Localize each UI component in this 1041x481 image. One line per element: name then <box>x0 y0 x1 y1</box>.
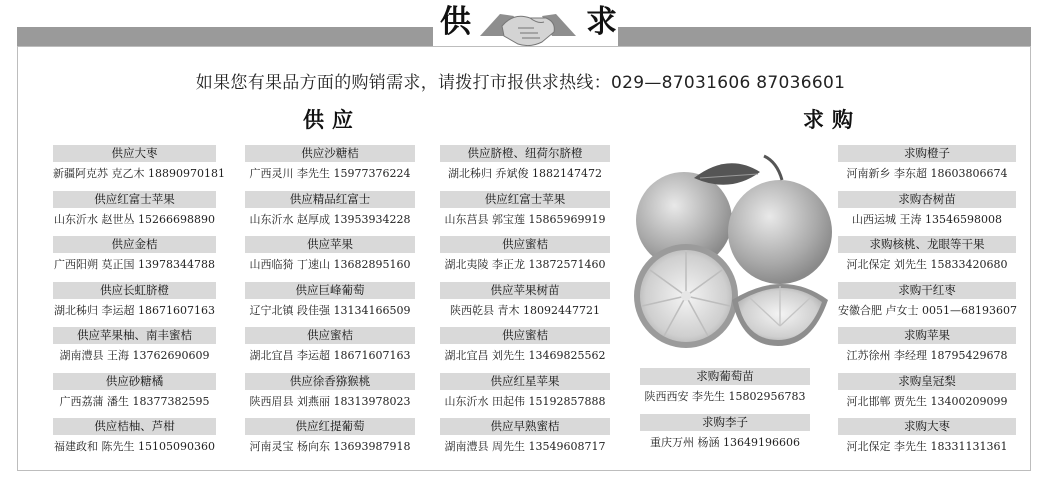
listing-entry <box>838 145 1016 191</box>
listing-entry <box>440 236 610 282</box>
listing-entry <box>838 282 1016 328</box>
listing-label: 求购皇冠梨 <box>838 373 1016 390</box>
demand-column-right <box>838 145 1016 464</box>
listing-entry <box>53 145 225 191</box>
supply-heading: 供应 <box>303 108 361 132</box>
listing-contact: 河北邯郸 贾先生 13400209099 <box>846 394 1008 408</box>
listing-entry <box>245 191 415 237</box>
listing-label: 求购核桃、龙眼等干果 <box>838 236 1016 253</box>
listing-label: 供应大枣 <box>53 145 216 162</box>
listing-label: 供应精品红富士 <box>245 191 415 208</box>
listing-contact: 山西运城 王涛 13546598008 <box>852 212 1002 226</box>
listing-entry <box>440 373 610 419</box>
listing-entry <box>53 282 216 328</box>
listing-contact: 湖北宜昌 刘先生 13469825562 <box>444 349 606 362</box>
listing-contact: 河南灵宝 杨向东 13693987918 <box>249 440 411 453</box>
listing-entry <box>245 373 415 419</box>
listing-contact: 湖北秭归 李运超 18671607163 <box>54 303 215 317</box>
listing-contact: 陕西乾县 青木 18092447721 <box>450 303 600 317</box>
listing-label: 供应早熟蜜桔 <box>440 418 610 435</box>
supply-column-1 <box>53 145 225 464</box>
listing-label: 供应红提葡萄 <box>245 418 415 435</box>
listing-label: 供应脐橙、纽荷尔脐橙 <box>440 145 610 162</box>
listing-label: 供应桔柚、芦柑 <box>53 418 216 435</box>
listing-contact: 新疆阿克苏 克乙木 18890970181 <box>53 167 225 180</box>
listing-contact: 江苏徐州 李经理 18795429678 <box>846 349 1008 362</box>
listing-label: 求购干红枣 <box>838 282 1016 299</box>
listing-entry <box>440 327 610 373</box>
listing-label: 供应红星苹果 <box>440 373 610 390</box>
demand-column-middle <box>640 368 810 459</box>
listing-entry <box>53 418 216 464</box>
listing-contact: 山东沂水 田起伟 15192857888 <box>444 394 606 408</box>
listing-label: 供应苹果树苗 <box>440 282 610 299</box>
listing-contact: 重庆万州 杨涵 13649196606 <box>650 435 800 449</box>
listing-contact: 河南新乡 李东超 18603806674 <box>846 167 1008 180</box>
listing-contact: 陕西西安 李先生 15802956783 <box>644 390 806 403</box>
listing-entry <box>53 373 216 419</box>
listing-label: 求购橙子 <box>838 145 1016 162</box>
listing-label: 供应沙糖桔 <box>245 145 415 162</box>
listing-entry <box>245 145 415 191</box>
listing-label: 供应苹果 <box>245 236 415 253</box>
listing-contact: 广西阳朔 莫正国 13978344788 <box>54 258 215 271</box>
listing-entry <box>838 191 1016 237</box>
listing-label: 供应蜜桔 <box>440 327 610 344</box>
listing-label: 供应砂糖橘 <box>53 373 216 390</box>
supply-column-2 <box>245 145 415 464</box>
listing-label: 供应徐香猕猴桃 <box>245 373 415 390</box>
listing-contact: 山东莒县 郭宝莲 15865969919 <box>444 212 606 226</box>
listing-label: 求购葡萄苗 <box>640 368 810 385</box>
listing-label: 求购苹果 <box>838 327 1016 344</box>
listing-entry <box>53 191 216 237</box>
listing-label: 供应红富士苹果 <box>440 191 610 208</box>
listing-contact: 广西荔蒲 潘生 18377382595 <box>59 394 210 408</box>
title-supply-char: 供 <box>440 4 471 40</box>
listing-entry <box>838 373 1016 419</box>
listing-contact: 山西临猗 丁速山 13682895160 <box>249 258 411 271</box>
listing-entry <box>838 236 1016 282</box>
handshake-icon <box>474 6 582 50</box>
listing-entry <box>640 368 810 414</box>
listing-contact: 安徽合肥 卢女士 0051—68193607 <box>838 303 1017 317</box>
listing-entry <box>245 282 415 328</box>
listing-entry <box>245 418 415 464</box>
listing-label: 求购李子 <box>640 414 810 431</box>
listing-contact: 湖北宜昌 李运超 18671607163 <box>249 349 411 362</box>
listing-entry <box>440 191 610 237</box>
listing-entry <box>245 236 415 282</box>
listing-entry <box>440 418 610 464</box>
listing-entry <box>640 414 810 460</box>
listing-label: 求购杏树苗 <box>838 191 1016 208</box>
listing-label: 供应巨峰葡萄 <box>245 282 415 299</box>
listing-entry <box>838 418 1016 464</box>
listing-entry <box>245 327 415 373</box>
listing-label: 供应蜜桔 <box>440 236 610 253</box>
listing-entry <box>53 327 216 373</box>
listing-label: 供应苹果柚、南丰蜜桔 <box>53 327 216 344</box>
listing-contact: 湖南澧县 王海 13762690609 <box>59 349 210 362</box>
listing-label: 供应金桔 <box>53 236 216 253</box>
title-demand-char: 求 <box>586 4 617 40</box>
listing-contact: 山东沂水 赵世丛 15266698890 <box>54 212 215 226</box>
listing-contact: 广西灵川 李先生 15977376224 <box>249 167 411 180</box>
demand-heading: 求购 <box>803 108 861 132</box>
listing-contact: 湖北夷陵 李正龙 13872571460 <box>444 258 606 271</box>
orange-illustration <box>632 150 836 364</box>
listing-label: 供应长虹脐橙 <box>53 282 216 299</box>
listing-label: 供应蜜桔 <box>245 327 415 344</box>
listing-contact: 湖南澧县 周先生 13549608717 <box>444 440 606 453</box>
supply-column-3 <box>440 145 610 464</box>
listing-entry <box>838 327 1016 373</box>
listing-entry <box>53 236 216 282</box>
listing-contact: 河北保定 李先生 18331131361 <box>846 440 1008 453</box>
hotline-text: 如果您有果品方面的购销需求，请拨打市报供求热线：029—87031606 87036601 <box>195 73 846 93</box>
listing-contact: 辽宁北镇 段佳强 13134166509 <box>249 303 411 317</box>
listing-entry <box>440 282 610 328</box>
listing-label: 求购大枣 <box>838 418 1016 435</box>
listing-contact: 陕西眉县 刘燕丽 18313978023 <box>249 394 411 408</box>
listing-contact: 山东沂水 赵厚成 13953934228 <box>249 212 411 226</box>
listing-label: 供应红富士苹果 <box>53 191 216 208</box>
listing-contact: 河北保定 刘先生 15833420680 <box>846 258 1008 271</box>
listing-contact: 福建政和 陈先生 15105090360 <box>54 440 215 453</box>
listing-contact: 湖北秭归 乔斌俊 1882147472 <box>448 167 602 180</box>
listing-entry <box>440 145 610 191</box>
